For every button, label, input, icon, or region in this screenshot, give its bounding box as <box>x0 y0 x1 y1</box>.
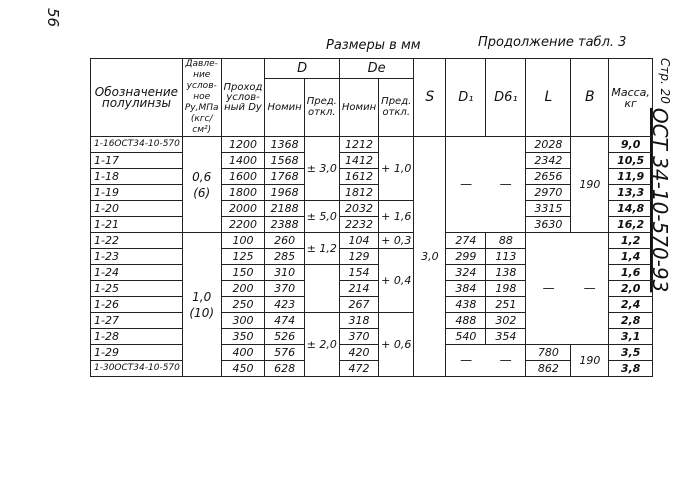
standard-page: Стр. 20 <box>658 58 672 104</box>
table-row <box>91 169 653 185</box>
col-nominal-bore: Проход услов- ный Dу <box>221 59 265 137</box>
cell-d-nom: 1968 <box>265 185 304 201</box>
cell-b: 190 <box>571 345 609 377</box>
cell-de-nom: 1612 <box>339 169 378 185</box>
cell-d6-dash: — <box>486 345 526 377</box>
col-mass: Масса, кг <box>609 59 653 137</box>
cell-de-nom: 370 <box>339 329 378 345</box>
cell-d1: 274 <box>446 233 486 249</box>
cell-dy: 1200 <box>221 137 265 153</box>
cell-d-nom: 370 <box>265 281 304 297</box>
cell-l-dash: — <box>526 233 571 345</box>
cell-dy: 2200 <box>221 217 265 233</box>
cell-d1-dash: — <box>446 345 486 377</box>
cell-d-nom: 1768 <box>265 169 304 185</box>
cell-l: 2028 <box>526 137 571 153</box>
cell-dy: 200 <box>221 281 265 297</box>
cell-dy: 1800 <box>221 185 265 201</box>
cell-dy: 100 <box>221 233 265 249</box>
cell-l: 2342 <box>526 153 571 169</box>
col-L: L <box>526 59 571 137</box>
cell-d6: 113 <box>486 249 526 265</box>
cell-d1: 384 <box>446 281 486 297</box>
cell-designation: 1-23 <box>91 249 183 265</box>
cell-de-dev: + 0,3 <box>379 233 414 249</box>
cell-dy: 150 <box>221 265 265 281</box>
cell-designation: 1-19 <box>91 185 183 201</box>
cell-de-dev: + 1,6 <box>379 201 414 233</box>
cell-d1-dash: — <box>446 137 486 233</box>
col-pressure: Давле- ние услов- ное Ру,МПа (кгс/см²) <box>182 59 221 137</box>
cell-d1: 438 <box>446 297 486 313</box>
cell-designation: 1-17 <box>91 153 183 169</box>
cell-d1: 488 <box>446 313 486 329</box>
table-row <box>91 361 653 377</box>
table-row <box>91 185 653 201</box>
cell-l: 780 <box>526 345 571 361</box>
cell-d6: 251 <box>486 297 526 313</box>
cell-s: 3,0 <box>414 137 446 377</box>
cell-de-nom: 2232 <box>339 217 378 233</box>
cell-d-nom: 526 <box>265 329 304 345</box>
cell-designation: 1-27 <box>91 313 183 329</box>
cell-de-nom: 129 <box>339 249 378 265</box>
cell-mass: 2,0 <box>609 281 653 297</box>
cell-designation: 1-30ОСТ34-10-570 <box>91 361 183 377</box>
cell-designation: 1-26 <box>91 297 183 313</box>
cell-d1: 540 <box>446 329 486 345</box>
cell-b-dash: — <box>571 233 609 345</box>
cell-mass: 10,5 <box>609 153 653 169</box>
col-D1: D₁ <box>446 59 486 137</box>
cell-designation: 1-20 <box>91 201 183 217</box>
cell-dy: 250 <box>221 297 265 313</box>
cell-l: 3630 <box>526 217 571 233</box>
table-row <box>91 153 653 169</box>
cell-d6: 88 <box>486 233 526 249</box>
cell-d-nom: 285 <box>265 249 304 265</box>
cell-mass: 3,8 <box>609 361 653 377</box>
cell-d-nom: 1368 <box>265 137 304 153</box>
cell-mass: 16,2 <box>609 217 653 233</box>
cell-d6: 354 <box>486 329 526 345</box>
cell-designation: 1-21 <box>91 217 183 233</box>
cell-d-dev-empty <box>304 265 339 313</box>
cell-d-dev: ± 2,0 <box>304 313 339 377</box>
cell-de-nom: 1212 <box>339 137 378 153</box>
cell-de-nom: 267 <box>339 297 378 313</box>
cell-mass: 3,1 <box>609 329 653 345</box>
cell-d6: 302 <box>486 313 526 329</box>
cell-dy: 300 <box>221 313 265 329</box>
cell-d-nom: 628 <box>265 361 304 377</box>
cell-pressure-group-2: 1,0 (10) <box>182 233 221 377</box>
cell-pressure-group-1: 0,6 (6) <box>182 137 221 233</box>
cell-designation: 1-28 <box>91 329 183 345</box>
cell-d-dev: ± 1,2 <box>304 233 339 265</box>
cell-d-dev: ± 3,0 <box>304 137 339 201</box>
cell-de-nom: 420 <box>339 345 378 361</box>
cell-l: 2656 <box>526 169 571 185</box>
cell-dy: 1400 <box>221 153 265 169</box>
cell-b: 190 <box>571 137 609 233</box>
cell-d-nom: 423 <box>265 297 304 313</box>
col-De-nom: Номин <box>339 78 378 136</box>
col-De-dev: Пред. откл. <box>379 78 414 136</box>
table-row <box>91 217 653 233</box>
standard-label <box>648 58 672 293</box>
cell-d1: 324 <box>446 265 486 281</box>
cell-mass: 2,4 <box>609 297 653 313</box>
col-designation: Обозначение полулинзы <box>91 59 183 137</box>
cell-l: 3315 <box>526 201 571 217</box>
col-S: S <box>414 59 446 137</box>
table-row <box>91 233 653 249</box>
cell-de-dev: + 1,0 <box>379 137 414 201</box>
cell-de-nom: 104 <box>339 233 378 249</box>
cell-de-nom: 1812 <box>339 185 378 201</box>
page-number: 56 <box>44 8 62 28</box>
col-D-dev: Пред. откл. <box>304 78 339 136</box>
cell-d1: 299 <box>446 249 486 265</box>
cell-l: 2970 <box>526 185 571 201</box>
continuation-caption: Продолжение табл. 3 <box>478 35 627 50</box>
cell-mass: 9,0 <box>609 137 653 153</box>
cell-mass: 13,3 <box>609 185 653 201</box>
cell-d6: 138 <box>486 265 526 281</box>
cell-de-nom: 318 <box>339 313 378 329</box>
cell-d-nom: 260 <box>265 233 304 249</box>
cell-designation: 1-16ОСТ34-10-570 <box>91 137 183 153</box>
cell-mass: 3,5 <box>609 345 653 361</box>
cell-dy: 350 <box>221 329 265 345</box>
cell-de-nom: 472 <box>339 361 378 377</box>
cell-de-nom: 154 <box>339 265 378 281</box>
cell-d-nom: 310 <box>265 265 304 281</box>
cell-de-nom: 1412 <box>339 153 378 169</box>
cell-designation: 1-22 <box>91 233 183 249</box>
cell-d-dev: ± 5,0 <box>304 201 339 233</box>
cell-d6: 198 <box>486 281 526 297</box>
cell-mass: 1,6 <box>609 265 653 281</box>
table-row <box>91 345 653 361</box>
cell-d-nom: 576 <box>265 345 304 361</box>
cell-d-nom: 1568 <box>265 153 304 169</box>
cell-de-nom: 2032 <box>339 201 378 217</box>
cell-designation: 1-29 <box>91 345 183 361</box>
cell-designation: 1-18 <box>91 169 183 185</box>
cell-d-nom: 2388 <box>265 217 304 233</box>
cell-dy: 400 <box>221 345 265 361</box>
cell-l: 862 <box>526 361 571 377</box>
cell-mass: 2,8 <box>609 313 653 329</box>
cell-d-nom: 2188 <box>265 201 304 217</box>
cell-dy: 1600 <box>221 169 265 185</box>
table-row <box>91 201 653 217</box>
cell-mass: 1,4 <box>609 249 653 265</box>
cell-de-nom: 214 <box>339 281 378 297</box>
cell-dy: 125 <box>221 249 265 265</box>
col-D6: D6₁ <box>486 59 526 137</box>
dimensions-table <box>90 58 653 377</box>
col-De: Dе <box>339 59 413 79</box>
col-D: D <box>265 59 339 79</box>
cell-d6-dash: — <box>486 137 526 233</box>
cell-designation: 1-25 <box>91 281 183 297</box>
units-caption: Размеры в мм <box>326 38 421 53</box>
standard-code: ОСТ 34-10-570-93 <box>648 107 672 293</box>
cell-mass: 11,9 <box>609 169 653 185</box>
table-row <box>91 137 653 153</box>
cell-dy: 2000 <box>221 201 265 217</box>
cell-designation: 1-24 <box>91 265 183 281</box>
col-D-nom: Номин <box>265 78 304 136</box>
col-B: B <box>571 59 609 137</box>
cell-de-dev: + 0,4 <box>379 249 414 313</box>
cell-de-dev: + 0,6 <box>379 313 414 377</box>
cell-mass: 1,2 <box>609 233 653 249</box>
cell-mass: 14,8 <box>609 201 653 217</box>
cell-d-nom: 474 <box>265 313 304 329</box>
cell-dy: 450 <box>221 361 265 377</box>
